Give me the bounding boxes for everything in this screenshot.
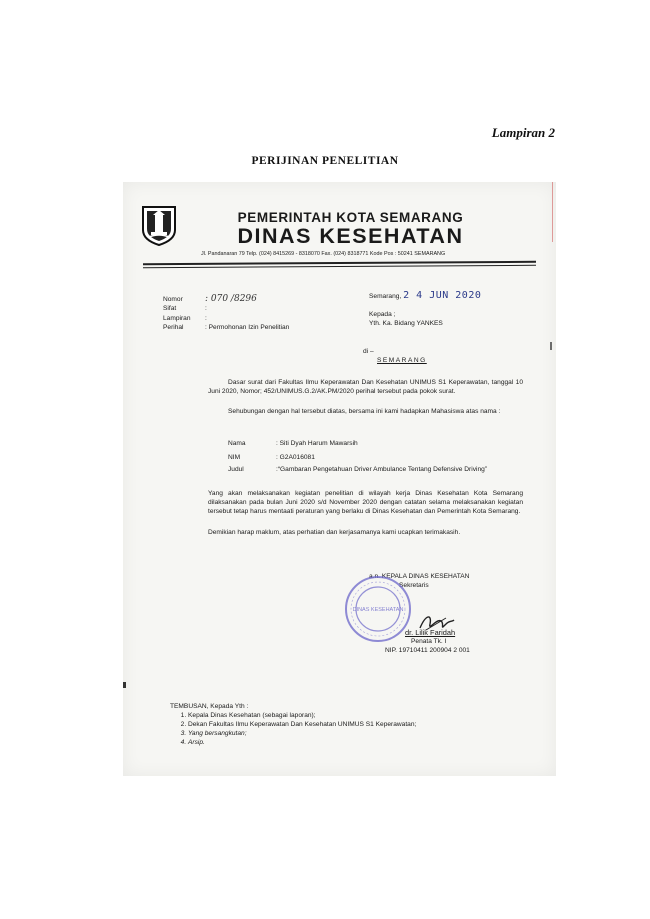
stamp-text: DINAS KESEHATAN xyxy=(352,607,404,613)
recipient-block xyxy=(369,310,443,328)
body-paragraph xyxy=(208,489,523,517)
paragraph-text: Yang akan melaksanakan kegiatan penelitian di wilayah kerja Dinas Kesehatan Kota Semarang dilaksanakan pada bulan Juni 2020 s/d November 2020 dengan catatan selama melaksanakan kegiatan tersebut tetap harus mentaati peraturan yang berlaku di Dinas Kesehatan dan Pemerintah Kota Semarang. xyxy=(208,490,523,516)
nama-label: Nama xyxy=(228,440,246,447)
body-paragraph xyxy=(208,407,523,416)
research-title-row xyxy=(228,465,518,474)
body-paragraph xyxy=(208,528,523,537)
nomor-label: Nomor xyxy=(163,296,183,303)
letter-meta xyxy=(163,295,289,332)
date-stamp: 2 4 JUN 2020 xyxy=(403,290,482,301)
letterhead-rule xyxy=(143,265,536,268)
student-nim-row xyxy=(228,453,315,462)
sifat-label: Sifat xyxy=(163,305,177,313)
signer-details xyxy=(385,628,470,655)
list-item: 3. Yang bersangkutan; xyxy=(188,729,416,738)
city-name: SEMARANG xyxy=(377,357,427,364)
judul-value: :“Gambaran Pengetahuan Driver Ambulance Tentang Defensive Driving” xyxy=(276,466,487,473)
scan-edge-mark xyxy=(550,342,552,350)
kepada-label: Kepada ; xyxy=(369,311,396,318)
perihal-value: : Permohonan Izin Penelitian xyxy=(205,323,290,331)
place-date xyxy=(369,290,481,301)
sifat-value: : xyxy=(205,305,207,313)
department-name: DINAS KESEHATAN xyxy=(237,224,464,248)
student-name-row xyxy=(228,439,358,448)
signer-role: Sekretaris xyxy=(399,582,429,589)
nim-label: NIM xyxy=(228,454,241,461)
tembusan-block xyxy=(170,702,416,747)
scanned-letter xyxy=(123,182,556,776)
recipient-location xyxy=(363,347,427,365)
signer-nip: NIP. 19710411 200904 2 001 xyxy=(385,647,470,654)
list-item: 4. Arsip. xyxy=(188,738,416,747)
nomor-value: : 070 /8296 xyxy=(205,294,257,304)
tembusan-list xyxy=(170,711,416,747)
list-item: 1. Kepala Dinas Kesehatan (sebagai laporan); xyxy=(188,711,416,720)
place: Semarang, xyxy=(369,293,402,300)
address-line: Jl. Pandanaran 79 Telp. (024) 8415269 - 8318070 Fax. (024) 8318771 Kode Pos : 50241 SEMARANG xyxy=(201,251,446,257)
nim-value: : G2A016081 xyxy=(276,454,315,461)
lampiran-field-value: : xyxy=(205,314,207,322)
nama-value: : Siti Dyah Harum Mawarsih xyxy=(276,440,358,447)
government-name: PEMERINTAH KOTA SEMARANG xyxy=(237,210,464,225)
lampiran-field-label: Lampiran xyxy=(163,314,191,322)
scan-edge-mark xyxy=(123,682,126,688)
paragraph-text: Demikian harap maklum, atas perhatian dan kerjasamanya kami ucapkan terimakasih. xyxy=(208,529,461,536)
judul-label: Judul xyxy=(228,466,244,473)
signer-name: dr. Lilik Faridah xyxy=(405,628,456,637)
di-label: di – xyxy=(363,348,374,355)
on-behalf: a.n. KEPALA DINAS KESEHATAN xyxy=(369,573,470,580)
perihal-label: Perihal xyxy=(163,323,184,331)
body-paragraph xyxy=(208,378,523,396)
signer-rank: Penata Tk. I xyxy=(411,638,447,645)
page-title: PERIJINAN PENELITIAN xyxy=(251,155,399,167)
lampiran-label: Lampiran 2 xyxy=(491,125,555,140)
paragraph-text: Sehubungan dengan hal tersebut diatas, bersama ini kami hadapkan Mahasiswa atas nama : xyxy=(228,408,501,415)
list-item: 2. Dekan Fakultas Ilmu Keperawatan Dan Kesehatan UNIMUS S1 Keperawatan; xyxy=(188,720,416,729)
tembusan-title: TEMBUSAN, Kepada Yth : xyxy=(170,703,249,710)
paragraph-text: Dasar surat dari Fakultas Ilmu Keperawatan Dan Kesehatan UNIMUS S1 Keperawatan, tanggal 10 Juni 2020, Nomor; 452/UNIMUS.G.2/AK.PM/2020 perihal tersebut pada pokok surat. xyxy=(208,379,523,396)
recipient-name: Yth. Ka. Bidang YANKES xyxy=(369,320,443,327)
